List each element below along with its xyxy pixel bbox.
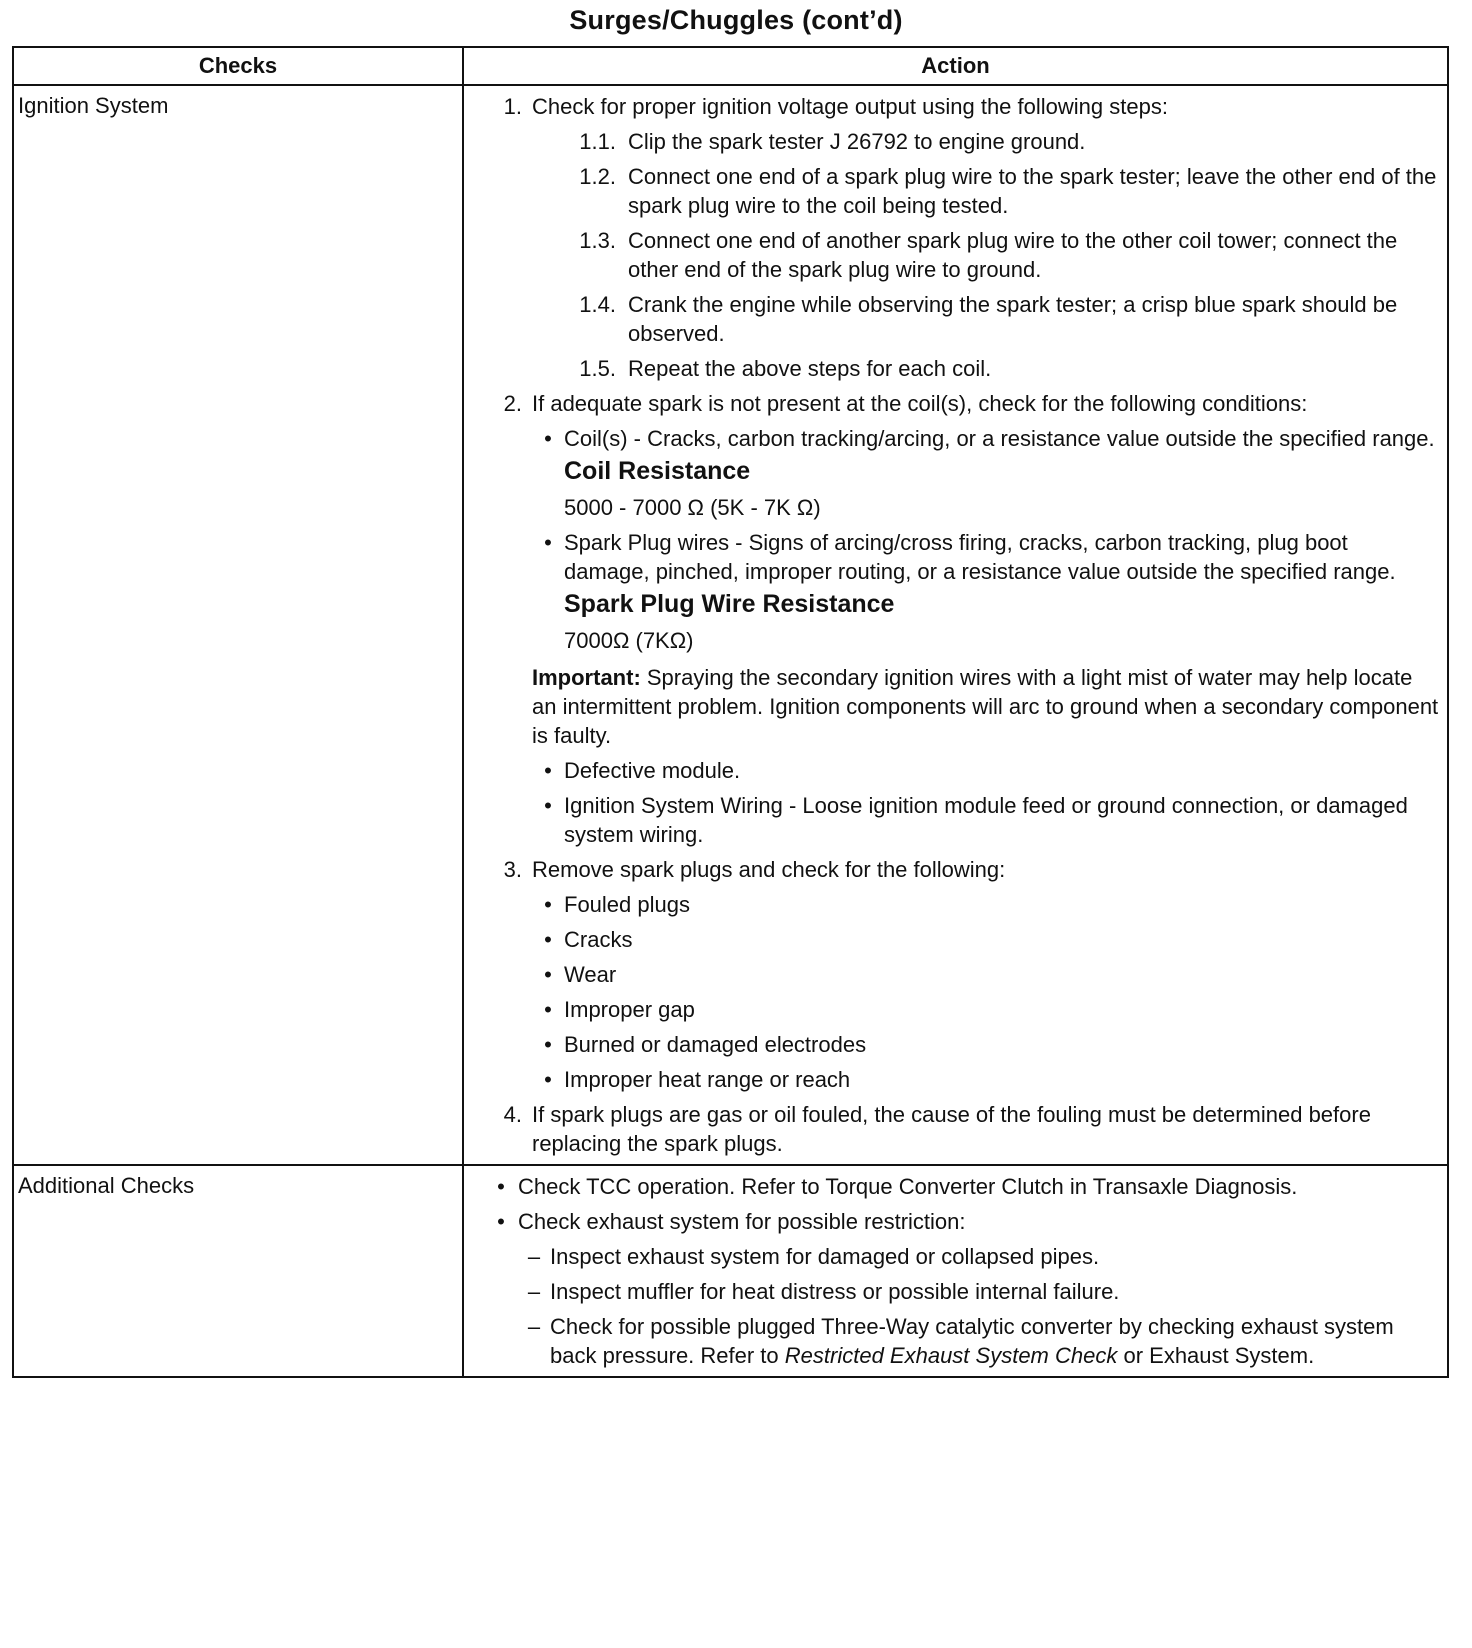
step-text: If adequate spark is not present at the coil(s), check for the following conditions: — [532, 391, 1308, 416]
bullet-icon: • — [544, 962, 552, 987]
dash-item — [518, 1242, 1439, 1271]
bullet-icon: • — [544, 758, 552, 783]
step-text: Remove spark plugs and check for the following: — [532, 857, 1006, 882]
table-row-additional-checks — [13, 1165, 1448, 1377]
bullet-tcc-operation — [484, 1172, 1439, 1201]
substep-1-1 — [532, 127, 1439, 156]
dash-item — [518, 1312, 1439, 1370]
list-item — [532, 1030, 1439, 1059]
bullet-icon: • — [544, 927, 552, 952]
substep-1-3 — [532, 226, 1439, 284]
header-checks: Checks — [13, 47, 463, 85]
important-text: Spraying the secondary ignition wires with a light mist of water may help locate an intermittent problem. Ignition components will arc to ground when a secondary component is faulty. — [532, 665, 1439, 748]
step-text: If spark plugs are gas or oil fouled, the cause of the fouling must be determined before replacing the spark plugs. — [532, 1102, 1371, 1156]
bullet-text: Defective module. — [564, 758, 741, 783]
substep-text: Connect one end of another spark plug wire to the other coil tower; connect the other end of the spark plug wire to ground. — [628, 228, 1398, 282]
important-note — [532, 663, 1439, 750]
bullet-text: Ignition System Wiring - Loose ignition module feed or ground connection, or damaged system wiring. — [564, 793, 1408, 847]
action-ignition-system — [463, 85, 1448, 1165]
bullet-icon: • — [544, 530, 552, 555]
bullet-icon: • — [544, 793, 552, 818]
bullet-icon: • — [544, 426, 552, 451]
dash-text-tail: or Exhaust System. — [1117, 1343, 1315, 1368]
bullet-exhaust-restriction — [484, 1207, 1439, 1370]
dash-text: Inspect exhaust system for damaged or collapsed pipes. — [550, 1244, 1100, 1269]
spec-title-wire-resistance: Spark Plug Wire Resistance — [564, 590, 895, 618]
bullet-icon: • — [544, 1032, 552, 1057]
bullet-text: Improper gap — [564, 997, 695, 1022]
bullet-spark-plug-wires — [532, 528, 1439, 655]
substep-text: Clip the spark tester J 26792 to engine ground. — [628, 129, 1086, 154]
bullet-icon: • — [544, 997, 552, 1022]
step-number: 4. — [503, 1102, 522, 1127]
substep-1-5 — [532, 354, 1439, 383]
list-item — [532, 925, 1439, 954]
list-item — [532, 890, 1439, 919]
dash-icon: – — [527, 1314, 541, 1339]
check-additional-checks: Additional Checks — [13, 1165, 463, 1377]
dash-text-lead: Check for possible plugged Three-Way catalytic converter by checking exhaust system back pressure. Refer to — [550, 1314, 1394, 1368]
check-ignition-system: Ignition System — [13, 85, 463, 1165]
dash-icon: – — [527, 1279, 541, 1304]
step-text: Check for proper ignition voltage output using the following steps: — [532, 94, 1168, 119]
table-row-ignition-system — [13, 85, 1448, 1165]
action-additional-checks — [463, 1165, 1448, 1377]
bullet-icon: • — [497, 1209, 505, 1234]
dash-item — [518, 1277, 1439, 1306]
spec-title-coil-resistance: Coil Resistance — [564, 457, 751, 485]
substep-text: Repeat the above steps for each coil. — [628, 356, 992, 381]
substep-number: 1.3. — [579, 228, 616, 253]
bullet-text: Check exhaust system for possible restriction: — [518, 1209, 966, 1234]
bullet-text: Wear — [564, 962, 617, 987]
bullet-text: Check TCC operation. Refer to Torque Converter Clutch in Transaxle Diagnosis. — [518, 1174, 1298, 1199]
bullet-icon: • — [497, 1174, 505, 1199]
important-label: Important: — [532, 665, 641, 690]
substep-number: 1.4. — [579, 292, 616, 317]
bullet-text: Spark Plug wires - Signs of arcing/cross firing, cracks, carbon tracking, plug boot damage, pinched, improper routing, or a resistance value outside the specified range. — [564, 530, 1396, 584]
dash-text — [550, 1312, 1439, 1370]
bullet-text: Cracks — [564, 927, 633, 952]
bullet-defective-module — [532, 756, 1439, 785]
page-title: Surges/Chuggles (cont’d) — [569, 5, 903, 35]
step-1 — [484, 92, 1439, 383]
list-item — [532, 995, 1439, 1024]
table-header-row — [13, 47, 1448, 85]
substep-1-2 — [532, 162, 1439, 220]
spec-value-coil-resistance: 5000 - 7000 Ω (5K - 7K Ω) — [564, 495, 821, 520]
header-action: Action — [463, 47, 1448, 85]
substep-number: 1.1. — [579, 129, 616, 154]
dash-icon: – — [527, 1244, 541, 1269]
bullet-ignition-wiring — [532, 791, 1439, 849]
substep-number: 1.2. — [579, 164, 616, 189]
dash-text: Inspect muffler for heat distress or possible internal failure. — [550, 1279, 1120, 1304]
step-2 — [484, 389, 1439, 849]
bullet-coil — [532, 424, 1439, 522]
list-item — [532, 960, 1439, 989]
spec-value-wire-resistance: 7000Ω (7KΩ) — [564, 628, 694, 653]
substep-text: Connect one end of a spark plug wire to the spark tester; leave the other end of the spark plug wire to the coil being tested. — [628, 164, 1437, 218]
checks-table — [12, 46, 1449, 1378]
restricted-exhaust-reference: Restricted Exhaust System Check — [784, 1343, 1118, 1368]
step-number: 1. — [503, 94, 522, 119]
bullet-text: Improper heat range or reach — [564, 1067, 851, 1092]
bullet-text: Fouled plugs — [564, 892, 690, 917]
substep-1-4 — [532, 290, 1439, 348]
bullet-icon: • — [544, 892, 552, 917]
list-item — [532, 1065, 1439, 1094]
step-3 — [484, 855, 1439, 1094]
bullet-text: Coil(s) - Cracks, carbon tracking/arcing, or a resistance value outside the specified range. — [564, 426, 1435, 451]
bullet-icon: • — [544, 1067, 552, 1092]
step-4 — [484, 1100, 1439, 1158]
substep-text: Crank the engine while observing the spark tester; a crisp blue spark should be observed. — [628, 292, 1398, 346]
bullet-text: Burned or damaged electrodes — [564, 1032, 867, 1057]
step-number: 2. — [503, 391, 522, 416]
step-number: 3. — [503, 857, 522, 882]
substep-number: 1.5. — [579, 356, 616, 381]
